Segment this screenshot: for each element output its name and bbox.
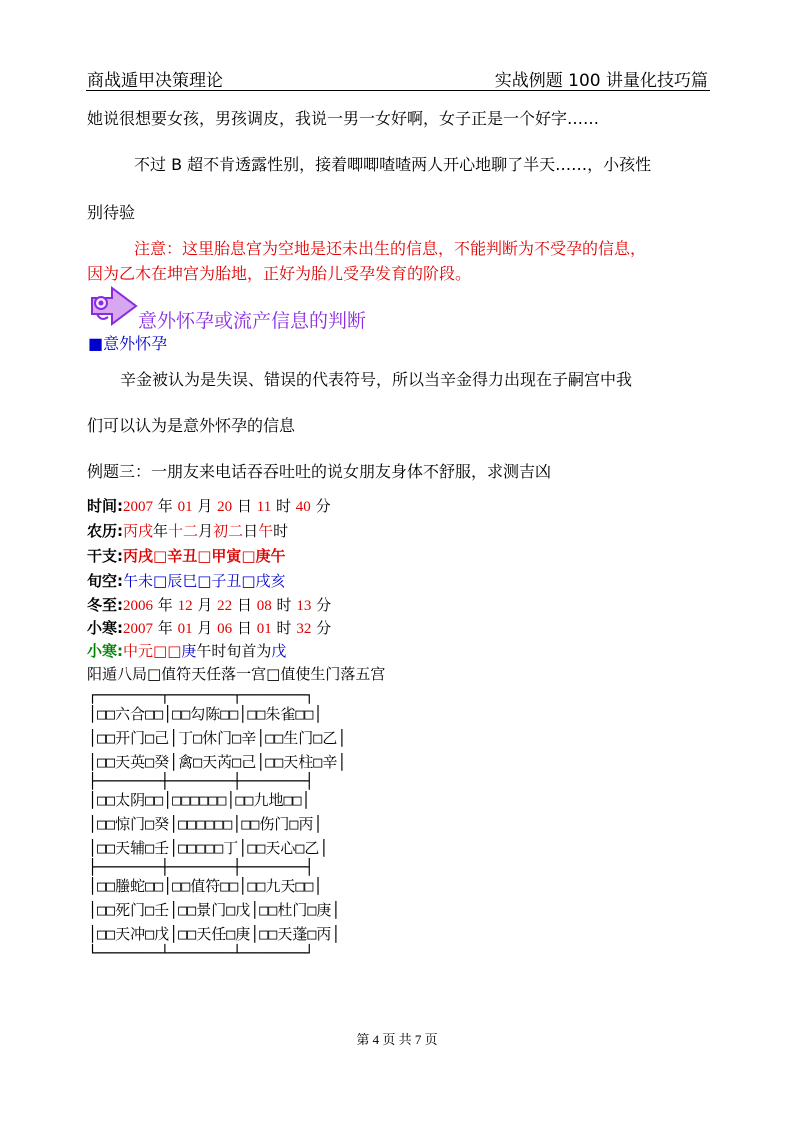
header-right: 实战例题 100 讲量化技巧篇 xyxy=(494,71,708,91)
info-xunkong: 旬空:午未□辰巳□子丑□戌亥 xyxy=(87,572,286,590)
paragraph-1: 她说很想要女孩，男孩调皮，我说一男一女好啊，女子正是一个好字…… xyxy=(87,109,600,128)
qimen-chart-line: ┌───────┬───────┬───────┐ xyxy=(88,686,314,704)
info-ganzhi: 干支:丙戌□辛丑□甲寅□庚午 xyxy=(87,547,286,565)
qimen-chart-line: │□□螣蛇□□│□□值符□□│□□九天□□│ xyxy=(88,877,323,895)
info-ju: 阳遁八局□值符天任落一宫□值使生门落五宫 xyxy=(87,665,386,683)
paragraph-3-line-1: 辛金被认为是失误、错误的代表符号，所以当辛金得力出现在子嗣宫中我 xyxy=(120,370,633,389)
header-left: 商战遁甲决策理论 xyxy=(87,71,223,91)
note-line-1: 注意：这里胎息宫为空地是还未出生的信息，不能判断为不受孕的信息， xyxy=(134,239,647,258)
qimen-chart xyxy=(88,688,346,960)
qimen-chart-line: │□□六合□□│□□勾陈□□│□□朱雀□□│ xyxy=(88,705,323,723)
subsection-title: 意外怀孕 xyxy=(103,334,168,353)
section-title: 意外怀孕或流产信息的判断 xyxy=(138,310,367,332)
qimen-chart-line: └───────┴───────┴───────┘ xyxy=(88,944,314,962)
note-line-2: 因为乙木在坤宫为胎地，正好为胎儿受孕发育的阶段。 xyxy=(87,264,472,283)
info-dongzhi: 冬至:2006 年 12 月 22 日 08 时 13 分 xyxy=(87,596,332,614)
qimen-chart-line: │□□惊门□癸│□□□□□□│□□伤门□丙│ xyxy=(88,815,323,833)
info-xiaohan: 小寒:2007 年 01 月 06 日 01 时 32 分 xyxy=(87,619,332,637)
paragraph-3-line-2: 们可以认为是意外怀孕的信息 xyxy=(87,416,296,435)
info-lunar: 农历:丙戌年十二月初二日午时 xyxy=(87,522,289,540)
example-title: 例题三：一朋友来电话吞吞吐吐的说女朋友身体不舒服，求测吉凶 xyxy=(87,462,552,481)
qimen-chart-line: ├───────┼───────┼───────┤ xyxy=(88,772,314,790)
subsection-heading xyxy=(88,331,167,354)
info-time: 时间:2007 年 01 月 20 日 11 时 40 分 xyxy=(87,497,331,515)
qimen-chart-line: ├───────┼───────┼───────┤ xyxy=(88,858,314,876)
qimen-chart-line: │□□天冲□戊│□□天任□庚│□□天蓬□丙│ xyxy=(88,925,341,943)
qimen-chart-line: │□□死门□壬│□□景门□戊│□□杜门□庚│ xyxy=(88,901,341,919)
page-footer: 第 4 页 共 7 页 xyxy=(356,1032,438,1047)
qimen-chart-line: │□□天英□癸│禽□天芮□己│□□天柱□辛│ xyxy=(88,753,347,771)
qimen-chart-line: │□□开门□己│丁□休门□辛│□□生门□乙│ xyxy=(88,729,347,747)
square-bullet-icon: ■ xyxy=(88,334,104,353)
qimen-chart-line: │□□太阴□□│□□□□□□│□□九地□□│ xyxy=(88,791,311,809)
header-rule xyxy=(86,90,710,91)
info-xiaohan-yuan: 小寒:中元□□庚午时旬首为戊 xyxy=(87,642,287,660)
paragraph-2-line-1: 不过 B 超不肯透露性别，接着唧唧喳喳两人开心地聊了半天……，小孩性 xyxy=(134,155,652,174)
paragraph-2-line-2: 别待验 xyxy=(87,203,136,222)
arrow-pointer-icon xyxy=(88,284,140,328)
qimen-chart-line: │□□天辅□壬│□□□□□丁│□□天心□乙│ xyxy=(88,839,329,857)
